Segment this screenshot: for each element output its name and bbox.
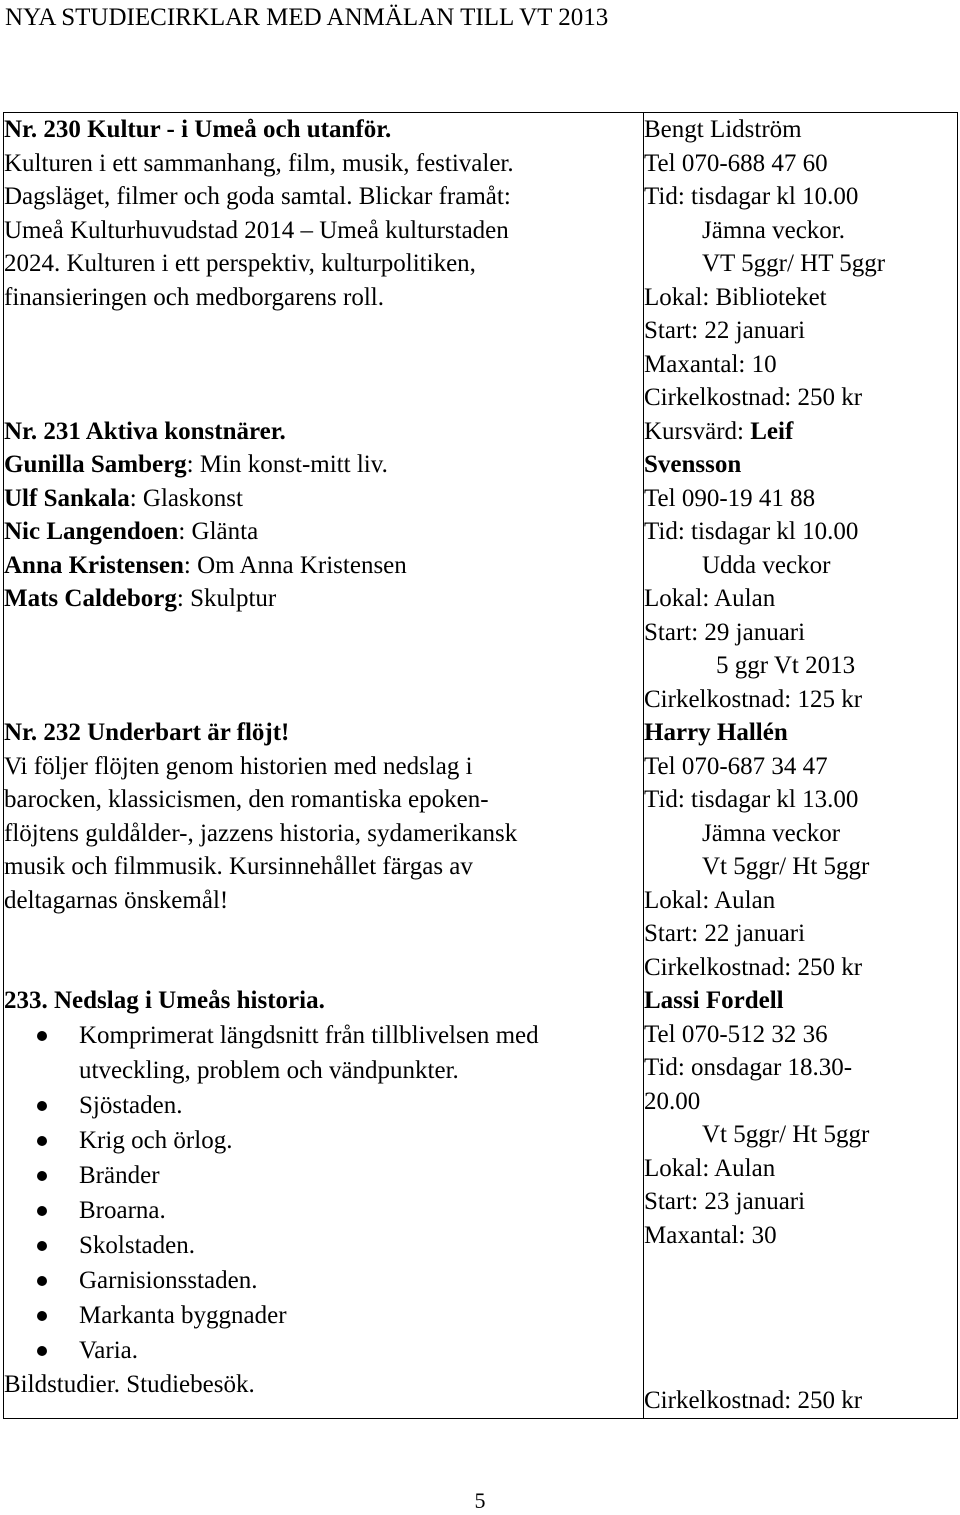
- artist-work: : Glaskonst: [129, 484, 243, 512]
- artist-line: [4, 549, 643, 583]
- start-date: Start: 29 januari: [644, 618, 806, 646]
- artist-work: : Min konst-mitt liv.: [186, 451, 388, 478]
- course-table: [3, 112, 958, 1419]
- course-232-text: Vi följer flöjten genom historien med nedslag i: [4, 752, 473, 780]
- course-232-text: barocken, klassicismen, den romantiska epoken-: [4, 786, 489, 813]
- max-participants: Maxantal: 30: [644, 1221, 777, 1249]
- artist-work: : Glänta: [178, 518, 259, 545]
- artist-name: Anna Kristensen: [4, 551, 184, 579]
- artist-line: [4, 482, 643, 516]
- sessions: 5 ggr Vt 2013: [716, 652, 856, 679]
- artist-line: [4, 582, 643, 616]
- course-230-heading: Nr. 230 Kultur - i Umeå och utanför.: [4, 116, 392, 143]
- list-item: [4, 1333, 643, 1368]
- bullet-icon: [37, 1101, 47, 1111]
- start-date: Start: 22 januari: [644, 317, 806, 344]
- list-item: [4, 1123, 643, 1158]
- time: Tid: tisdagar kl 13.00: [644, 786, 859, 813]
- list-item-text: Komprimerat längdsnitt från tillblivelsen med: [79, 1021, 539, 1049]
- bullet-icon: [37, 1136, 47, 1146]
- artist-work: : Skulptur: [176, 585, 277, 612]
- course-230-text: Dagsläget, filmer och goda samtal. Blickar framåt:: [4, 183, 511, 210]
- list-item: [4, 1018, 643, 1088]
- max-participants: Maxantal: 10: [644, 350, 777, 378]
- course-232-text: deltagarnas önskemål!: [4, 886, 229, 914]
- artist-name: Nic Langendoen: [4, 518, 179, 545]
- course-230-text: Kulturen i ett sammanhang, film, musik, festivaler.: [4, 149, 514, 177]
- list-item: [4, 1193, 643, 1228]
- course-231-heading: Nr. 231 Aktiva konstnärer.: [4, 417, 286, 445]
- sessions: VT 5ggr/ HT 5ggr: [702, 250, 886, 277]
- list-item-text: Bränder: [79, 1161, 160, 1189]
- sessions: Vt 5ggr/ Ht 5ggr: [702, 853, 870, 880]
- list-item-text: Broarna.: [79, 1196, 166, 1224]
- venue: Lokal: Aulan: [644, 585, 776, 612]
- phone: Tel 070-688 47 60: [644, 149, 828, 177]
- cost: Cirkelkostnad: 250 kr: [644, 953, 863, 981]
- course-232-text: flöjtens guldålder-, jazzens historia, sydamerikansk: [4, 819, 518, 847]
- time: 20.00: [644, 1087, 701, 1115]
- artist-work: : Om Anna Kristensen: [183, 551, 407, 579]
- topic-list: [4, 1018, 643, 1368]
- bullet-icon: [37, 1276, 47, 1286]
- list-item-text: Varia.: [79, 1336, 138, 1364]
- cost: Cirkelkostnad: 125 kr: [644, 685, 863, 713]
- venue: Lokal: Biblioteket: [644, 283, 827, 311]
- phone: Tel 070-512 32 36: [644, 1020, 828, 1048]
- weeks: Jämna veckor: [702, 819, 841, 847]
- artist-name: Mats Caldeborg: [4, 585, 177, 612]
- bullet-icon: [37, 1311, 47, 1321]
- list-item: [4, 1158, 643, 1193]
- artist-line: [4, 515, 643, 549]
- host: [644, 415, 957, 449]
- weeks: Jämna veckor.: [702, 216, 846, 244]
- course-230-text: 2024. Kulturen i ett perspektiv, kulturpolitiken,: [4, 250, 476, 277]
- bullet-icon: [37, 1171, 47, 1181]
- list-item: [4, 1088, 643, 1123]
- course-descriptions-cell: [4, 113, 644, 1419]
- page-title: NYA STUDIECIRKLAR MED ANMÄLAN TILL VT 2013: [5, 4, 609, 31]
- course-details-cell: [644, 113, 958, 1419]
- artist-line: [4, 448, 643, 482]
- course-232-heading: Nr. 232 Underbart är flöjt!: [4, 719, 290, 746]
- time: Tid: onsdagar 18.30-: [644, 1054, 853, 1081]
- sessions: Vt 5ggr/ Ht 5ggr: [702, 1121, 870, 1148]
- time: Tid: tisdagar kl 10.00: [644, 518, 859, 545]
- course-232-text: musik och filmmusik. Kursinnehållet färgas av: [4, 853, 473, 880]
- time: Tid: tisdagar kl 10.00: [644, 183, 859, 210]
- venue: Lokal: Aulan: [644, 1154, 776, 1182]
- venue: Lokal: Aulan: [644, 886, 776, 914]
- list-item: [4, 1263, 643, 1298]
- page-number: 5: [474, 1488, 486, 1513]
- host-label: Kursvärd:: [644, 417, 751, 445]
- list-item-text: Krig och örlog.: [79, 1126, 233, 1154]
- cost: Cirkelkostnad: 250 kr: [644, 1387, 863, 1414]
- artist-name: Gunilla Samberg: [4, 451, 187, 478]
- host-first-name: Leif: [750, 417, 794, 445]
- artist-name: Ulf Sankala: [4, 484, 130, 512]
- list-item: [4, 1228, 643, 1263]
- list-item-text: Skolstaden.: [79, 1231, 195, 1259]
- leader-name: Bengt Lidström: [644, 116, 802, 143]
- weeks: Udda veckor: [702, 551, 831, 579]
- start-date: Start: 22 januari: [644, 920, 806, 947]
- course-233-heading: 233. Nedslag i Umeås historia.: [4, 987, 325, 1014]
- bullet-icon: [37, 1241, 47, 1251]
- leader-name: Lassi Fordell: [644, 987, 784, 1014]
- list-item-text: utveckling, problem och vändpunkter.: [79, 1056, 459, 1084]
- phone: Tel 070-687 34 47: [644, 752, 828, 780]
- list-item: [4, 1298, 643, 1333]
- list-item-text: Sjöstaden.: [79, 1091, 183, 1119]
- course-233-footer: Bildstudier. Studiebesök.: [4, 1370, 255, 1398]
- bullet-icon: [37, 1031, 47, 1041]
- start-date: Start: 23 januari: [644, 1188, 806, 1215]
- course-230-text: finansieringen och medborgarens roll.: [4, 283, 384, 311]
- list-item-text: Garnisionsstaden.: [79, 1266, 258, 1294]
- leader-name: Harry Hallén: [644, 719, 788, 746]
- bullet-icon: [37, 1206, 47, 1216]
- cost: Cirkelkostnad: 250 kr: [644, 384, 863, 411]
- course-230-text: Umeå Kulturhuvudstad 2014 – Umeå kulturstaden: [4, 216, 509, 244]
- phone: Tel 090-19 41 88: [644, 484, 816, 512]
- list-item-text: Markanta byggnader: [79, 1301, 287, 1329]
- bullet-icon: [37, 1346, 47, 1356]
- table-row: [4, 113, 958, 1419]
- host-last-name: Svensson: [644, 451, 742, 478]
